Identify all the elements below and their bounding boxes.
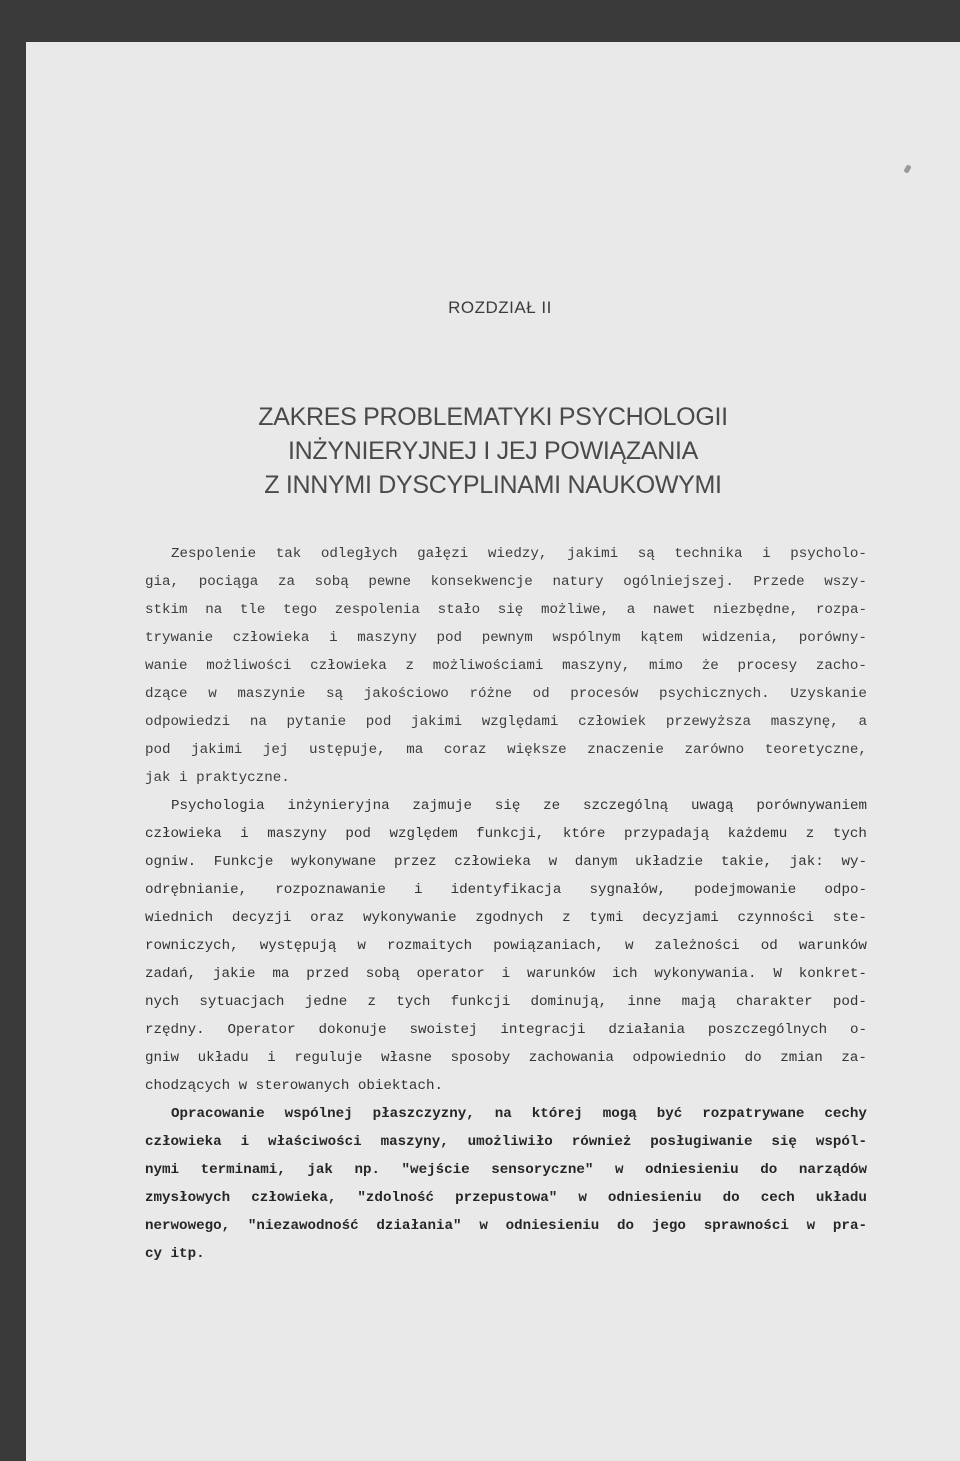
word: przed — [306, 966, 349, 982]
word: W — [773, 966, 782, 982]
chapter-label: ROZDZIAŁ II — [448, 298, 552, 317]
word: dzące — [145, 686, 188, 702]
word: "wejście — [401, 1162, 470, 1178]
word: w — [624, 938, 634, 954]
word: człowieka — [454, 854, 531, 870]
word: wiedzy, — [487, 546, 548, 562]
word: większe — [507, 742, 567, 758]
word: Funkcje — [213, 854, 274, 870]
word: identyfikacja — [450, 882, 562, 898]
word: zgodnych — [475, 910, 544, 926]
word: znaczenie — [587, 742, 664, 758]
word: charakter — [735, 994, 813, 1010]
chapter-title-line: ZAKRES PROBLEMATYKI PSYCHOLOGII — [258, 403, 728, 431]
word: nerwowego, — [145, 1218, 231, 1234]
word: wspólnym — [552, 630, 621, 646]
word: dokonuje — [318, 1022, 387, 1038]
word: jej — [262, 742, 289, 758]
word: umożliwiło — [467, 1134, 553, 1150]
word: możliwe, — [540, 602, 610, 618]
word: każdemu — [727, 826, 788, 842]
word: odpowiedzi — [145, 714, 231, 730]
word: mimo — [648, 658, 684, 674]
word: procesy — [737, 658, 798, 674]
word: zachowania — [528, 1050, 614, 1066]
text-line — [145, 1184, 867, 1212]
text-line — [145, 876, 867, 904]
word: w — [357, 938, 366, 954]
word: odniesieniu — [645, 1162, 739, 1178]
word: sobą — [314, 574, 349, 590]
word: czynności — [737, 910, 815, 926]
word: widzenia, — [702, 630, 780, 646]
word: maszyny, — [562, 658, 631, 674]
word: ogniw. — [145, 854, 197, 870]
word: działania — [608, 1022, 686, 1038]
word: są — [326, 686, 344, 702]
word: sytuacjach — [199, 994, 285, 1010]
word: wykonywanie — [362, 910, 457, 926]
chapter-title-line: Z INNYMI DYSCYPLINAMI NAUKOWYMI — [264, 471, 722, 499]
word: odrębnianie, — [145, 882, 248, 898]
word: sygnałów, — [589, 882, 667, 898]
word: pod — [345, 826, 371, 842]
word: natury — [552, 574, 604, 590]
word: z — [562, 910, 571, 926]
word: wykonywane — [291, 854, 377, 870]
word: przewyższa — [665, 714, 752, 730]
text-line — [145, 540, 867, 568]
word: gia, — [145, 574, 180, 590]
text-line — [145, 1128, 867, 1156]
word: poszczególnych — [707, 1022, 828, 1038]
word: ich — [611, 966, 638, 982]
word: odpowiednio — [632, 1050, 727, 1066]
word: oraz — [310, 910, 345, 926]
word: zależności — [654, 938, 740, 954]
text-line — [145, 568, 867, 596]
text-line — [145, 904, 867, 932]
word: właściwości — [268, 1134, 362, 1150]
word: odniesieniu — [607, 1190, 702, 1206]
chapter-title — [0, 400, 960, 502]
word: z — [805, 826, 815, 842]
word: której — [531, 1106, 583, 1122]
word: jedne — [304, 994, 348, 1010]
text-line — [145, 960, 867, 988]
word: pewne — [368, 574, 411, 590]
word: i — [267, 1050, 276, 1066]
word: funkcji, — [476, 826, 545, 842]
word: gałęzi — [417, 546, 469, 562]
word: tle — [239, 602, 266, 618]
word: porównywaniem — [756, 798, 867, 814]
text-line — [145, 1044, 867, 1072]
word: się — [497, 602, 524, 618]
word: decyzjami — [642, 910, 719, 926]
word: i — [240, 1134, 250, 1150]
word: być — [656, 1106, 683, 1122]
word: jego — [651, 1218, 686, 1234]
word: procesów — [570, 686, 639, 702]
text-line — [145, 736, 867, 764]
text-line — [145, 624, 867, 652]
word: jakie — [212, 966, 256, 982]
word: rozpa- — [815, 602, 867, 618]
word: Przede — [753, 574, 805, 590]
word: przepustowa" — [455, 1190, 558, 1206]
word: jakimi — [191, 742, 243, 758]
word: "niezawodność — [247, 1218, 359, 1234]
word: sensoryczne" — [491, 1162, 594, 1178]
word: reguluje — [294, 1050, 363, 1066]
word: dominują, — [530, 994, 608, 1010]
word: danym — [574, 854, 618, 870]
word: odległych — [320, 546, 398, 562]
word: szczególną — [583, 798, 669, 814]
word: sobą — [365, 966, 400, 982]
word: i — [762, 546, 771, 562]
word: teoretyczne, — [764, 742, 867, 758]
word: sprawności — [703, 1218, 789, 1234]
word: rowniczych, — [145, 938, 239, 954]
word: konkret- — [798, 966, 867, 982]
word: konsekwencje — [430, 574, 533, 590]
word: w — [806, 1218, 816, 1234]
word: psychicznych. — [659, 686, 770, 702]
word: rozmaitych — [386, 938, 473, 954]
text-line — [145, 708, 867, 736]
word: Zespolenie — [171, 546, 257, 562]
word: jak — [307, 1162, 333, 1178]
word: zespolenia — [334, 602, 420, 618]
word: są — [637, 546, 655, 562]
word: przypadają — [623, 826, 710, 842]
text-line — [145, 1156, 867, 1184]
word: tych — [832, 826, 867, 842]
text-line — [145, 820, 867, 848]
text-line: jak i praktyczne. — [145, 770, 290, 786]
word: się — [771, 1134, 797, 1150]
text-line — [145, 596, 867, 624]
word: zmian — [780, 1050, 823, 1066]
word: od — [532, 686, 550, 702]
word: warunków — [527, 966, 596, 982]
word: integracji — [500, 1022, 586, 1038]
word: psycholo- — [790, 546, 867, 562]
word: swoistej — [409, 1022, 478, 1038]
text-line — [145, 1100, 867, 1128]
word: wiednich — [145, 910, 214, 926]
word: jakościowo — [363, 686, 449, 702]
word: Operator — [227, 1022, 296, 1038]
word: jakimi — [567, 546, 619, 562]
word: zajmuje — [412, 798, 473, 814]
word: względami — [481, 714, 559, 730]
word: zacho- — [815, 658, 867, 674]
word: do — [760, 1162, 778, 1178]
word: że — [701, 658, 719, 674]
word: uwagą — [690, 798, 734, 814]
word: maszynę, — [770, 714, 839, 730]
word: i — [329, 630, 338, 646]
word: wykonywania. — [654, 966, 757, 982]
word: cech — [760, 1190, 795, 1206]
word: pewnym — [481, 630, 533, 646]
word: Psychologia — [171, 798, 265, 814]
word: powiązaniach, — [493, 938, 604, 954]
word: maszyny — [267, 826, 327, 842]
word: niezbędne, — [713, 602, 799, 618]
word: możliwości — [206, 658, 292, 674]
word: ogólniejszej. — [623, 574, 734, 590]
word: zarówno — [684, 742, 745, 758]
word: inne — [627, 994, 662, 1010]
word: człowieka — [145, 1134, 222, 1150]
word: w — [578, 1190, 587, 1206]
word: np. — [354, 1162, 380, 1178]
text-line — [145, 1212, 867, 1240]
word: pod- — [832, 994, 867, 1010]
word: warunków — [798, 938, 867, 954]
paragraph-1 — [145, 540, 867, 792]
word: za- — [841, 1050, 867, 1066]
word: możliwościami — [432, 658, 544, 674]
word: w — [208, 686, 217, 702]
word: człowiek — [578, 714, 647, 730]
word: odpo- — [824, 882, 867, 898]
word: cechy — [824, 1106, 867, 1122]
word: wspól- — [815, 1134, 867, 1150]
word: pociąga — [198, 574, 259, 590]
word: funkcji — [450, 994, 511, 1010]
word: ustępuje, — [309, 742, 386, 758]
word: nymi — [145, 1162, 180, 1178]
word: ste- — [832, 910, 867, 926]
word: jakimi — [411, 714, 463, 730]
word: stkim — [145, 602, 188, 618]
word: układu — [815, 1190, 867, 1206]
word: do — [617, 1218, 635, 1234]
word: pytanie — [286, 714, 347, 730]
text-line — [145, 680, 867, 708]
word: wy- — [841, 854, 867, 870]
word: maszyny — [357, 630, 417, 646]
text-line — [145, 652, 867, 680]
word: operator — [416, 966, 485, 982]
word: w — [479, 1218, 488, 1234]
word: tych — [396, 994, 431, 1010]
text-line: cy itp. — [145, 1246, 205, 1262]
word: się — [494, 798, 521, 814]
text-line — [145, 988, 867, 1016]
word: trywanie — [145, 630, 214, 646]
word: nych — [145, 994, 180, 1010]
word: ma — [272, 966, 290, 982]
word: podejmowanie — [694, 882, 797, 898]
word: pod — [365, 714, 392, 730]
word: maszynie — [237, 686, 306, 702]
word: a — [858, 714, 867, 730]
word: działania" — [376, 1218, 462, 1234]
word: jak: — [789, 854, 824, 870]
word: gniw — [145, 1050, 180, 1066]
word: do — [744, 1050, 762, 1066]
word: mają — [681, 994, 716, 1010]
word: pra- — [832, 1218, 867, 1234]
word: technika — [674, 546, 743, 562]
word: a — [626, 602, 636, 618]
word: narządów — [798, 1162, 867, 1178]
text-line: chodzących w sterowanych obiektach. — [145, 1078, 443, 1094]
word: występują — [259, 938, 337, 954]
word: płaszczyzny, — [372, 1106, 475, 1122]
word: również — [571, 1134, 632, 1150]
word: takie, — [720, 854, 772, 870]
word: pod — [436, 630, 463, 646]
word: odniesieniu — [505, 1218, 600, 1234]
word: na — [249, 714, 267, 730]
word: mogą — [602, 1106, 637, 1122]
paragraph-2 — [145, 792, 867, 1100]
word: z — [367, 994, 377, 1010]
text-line — [145, 848, 867, 876]
word: tak — [275, 546, 302, 562]
word: człowieka, — [251, 1190, 337, 1206]
body-text — [145, 540, 867, 1268]
word: wszy- — [824, 574, 867, 590]
word: ze — [543, 798, 561, 814]
word: tymi — [589, 910, 624, 926]
word: człowieka — [310, 658, 387, 674]
word: które — [562, 826, 606, 842]
chapter-title-line: INŻYNIERYJNEJ I JEJ POWIĄZANIA — [287, 437, 699, 465]
text-line — [145, 1016, 867, 1044]
word: różne — [469, 686, 513, 702]
word: maszyny, — [380, 1134, 449, 1150]
word: i — [501, 966, 511, 982]
word: i — [414, 882, 423, 898]
paragraph-3 — [145, 1100, 867, 1268]
word: własne — [380, 1050, 433, 1066]
text-line — [145, 792, 867, 820]
word: porówny- — [798, 630, 867, 646]
word: decyzji — [231, 910, 292, 926]
word: Uzyskanie — [790, 686, 867, 702]
word: kątem — [640, 630, 683, 646]
word: z — [405, 658, 415, 674]
word: względem — [389, 826, 458, 842]
word: układu — [197, 1050, 249, 1066]
word: ma — [406, 742, 424, 758]
word: w — [614, 1162, 624, 1178]
word: rozpatrywane — [702, 1106, 805, 1122]
word: tego — [283, 602, 318, 618]
word: od — [760, 938, 778, 954]
word: zadań, — [145, 966, 197, 982]
word: coraz — [443, 742, 487, 758]
word: terminami, — [200, 1162, 286, 1178]
word: zmysłowych — [145, 1190, 231, 1206]
word: do — [722, 1190, 740, 1206]
word: pod — [145, 742, 171, 758]
word: stało — [437, 602, 481, 618]
word: i — [240, 826, 249, 842]
word: inżynieryjna — [287, 798, 390, 814]
word: Opracowanie — [171, 1106, 265, 1122]
word: człowieka — [145, 826, 222, 842]
word: rzędny. — [145, 1022, 205, 1038]
word: na — [494, 1106, 512, 1122]
word: przez — [393, 854, 437, 870]
word: o- — [849, 1022, 867, 1038]
word: w — [548, 854, 558, 870]
word: sposoby — [450, 1050, 511, 1066]
word: wspólnej — [284, 1106, 353, 1122]
word: za — [277, 574, 296, 590]
word: posługiwanie — [650, 1134, 753, 1150]
text-line — [145, 932, 867, 960]
word: na — [205, 602, 223, 618]
word: człowieka — [232, 630, 310, 646]
word: "zdolność — [357, 1190, 435, 1206]
word: układzie — [635, 854, 704, 870]
word: rozpoznawanie — [275, 882, 386, 898]
word: nawet — [652, 602, 696, 618]
word: wanie — [145, 658, 188, 674]
